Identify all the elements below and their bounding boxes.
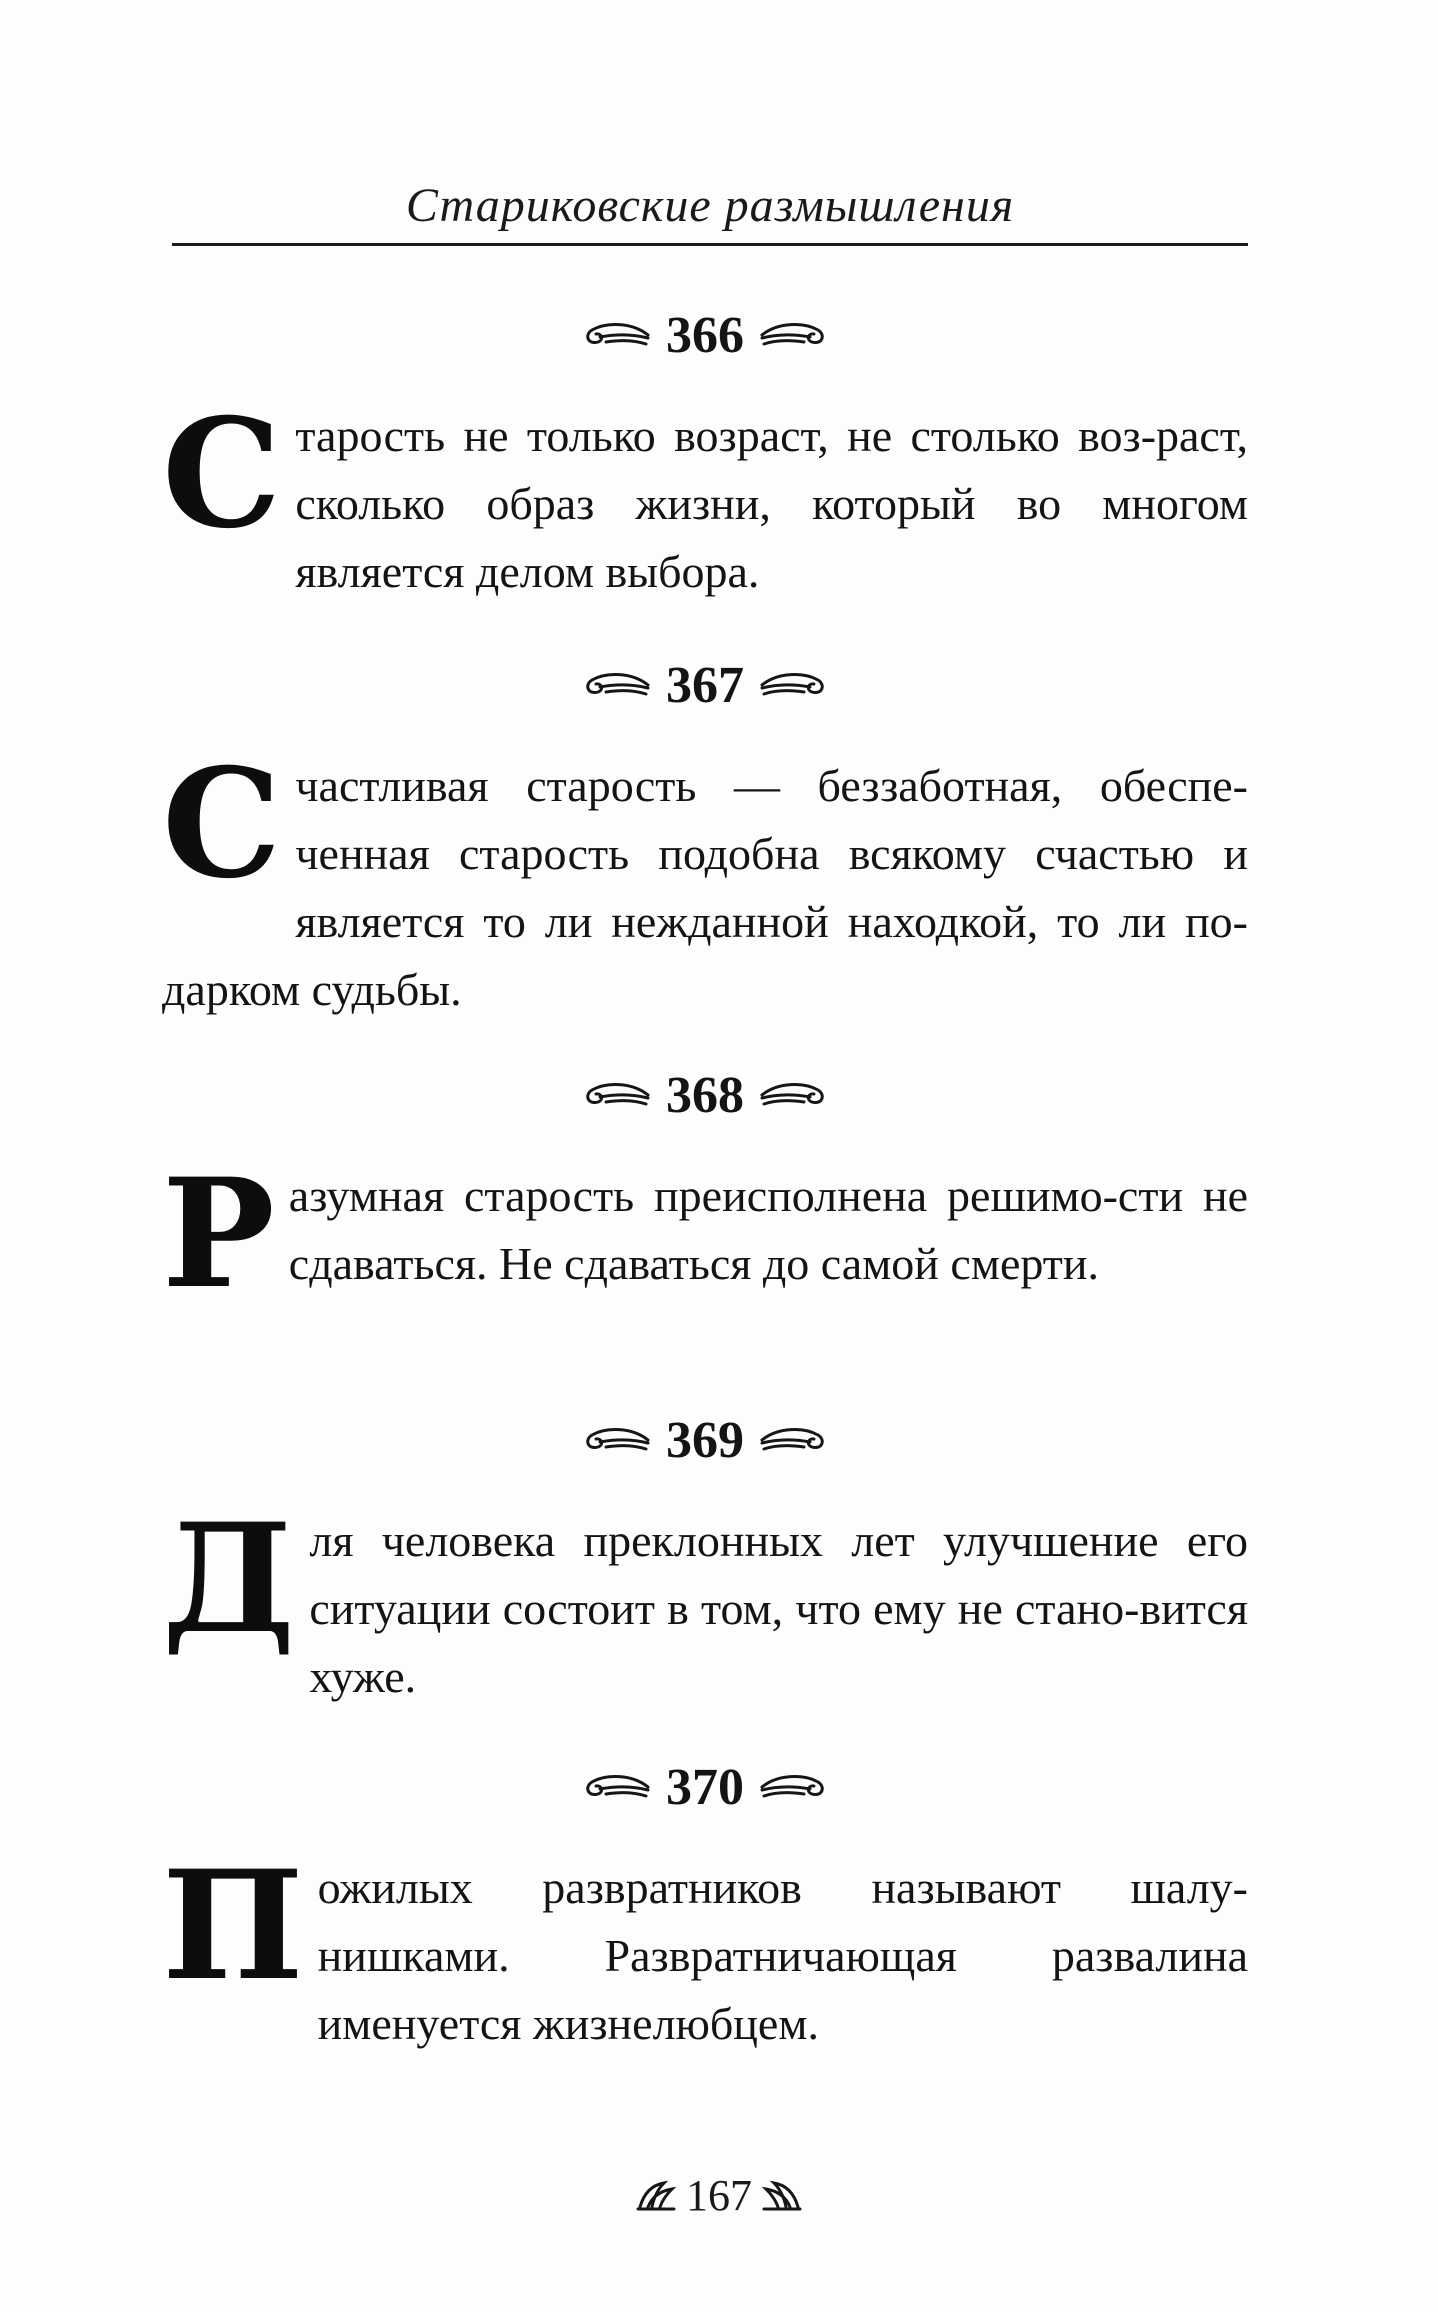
right-flourish-icon [758, 1770, 830, 1804]
running-head: Стариковские размышления [405, 179, 1015, 232]
right-flourish-icon [758, 1078, 830, 1112]
left-flourish-icon [580, 318, 652, 352]
entry-body: тарость не только возраст, не столько воз-раст, сколько образ жизни, который во многом является делом выбора. [295, 410, 1248, 597]
entry-number [162, 650, 1248, 720]
entry-body: ожилых развратников называют шалу-нишками. Развратничающая развалина именуется жизнелюбцем. [317, 1862, 1248, 2049]
right-flourish-icon [758, 668, 830, 702]
entry [162, 1060, 1248, 1322]
entry-text [162, 1146, 1248, 1322]
right-flourish-icon [758, 1423, 830, 1457]
drop-cap: Р [162, 1146, 275, 1322]
header-rule [172, 243, 1248, 246]
entry-number [162, 1752, 1248, 1822]
drop-cap: Д [162, 1491, 296, 1667]
entry-number [162, 300, 1248, 370]
left-flourish-icon [580, 1423, 652, 1457]
drop-cap: П [162, 1838, 304, 2014]
entry-text [162, 1838, 1248, 2058]
entry-body: азумная старость преисполнена решимо-сти не сдаваться. Не сдаваться до самой смерти. [288, 1170, 1248, 1289]
entry [162, 1752, 1248, 2058]
entry-number-value: 366 [666, 306, 744, 364]
entry-text [162, 736, 1248, 1024]
entry [162, 300, 1248, 606]
entry-number [162, 1405, 1248, 1475]
entry-body: частливая старость — беззаботная, обеспе-ченная старость подобна всякому счастью и является то ли нежданной находкой, то ли по-дарком судьбы. [162, 760, 1248, 1015]
entry-text [162, 1491, 1248, 1711]
right-flourish-icon [758, 318, 830, 352]
left-flourish-icon [580, 1770, 652, 1804]
entry-number-value: 368 [666, 1066, 744, 1124]
drop-cap: С [162, 386, 282, 562]
entry-number [162, 1060, 1248, 1130]
entry-text [162, 386, 1248, 606]
entry [162, 1405, 1248, 1711]
left-flourish-icon [580, 1078, 652, 1112]
left-leaf-ornament-icon [634, 2179, 678, 2213]
entry-number-value: 370 [666, 1758, 744, 1816]
drop-cap: С [162, 736, 282, 912]
page-folio [0, 2170, 1438, 2221]
entry-number-value: 369 [666, 1411, 744, 1469]
entry [162, 650, 1248, 1024]
page-number: 167 [686, 2171, 752, 2220]
left-flourish-icon [580, 668, 652, 702]
entry-number-value: 367 [666, 656, 744, 714]
right-leaf-ornament-icon [760, 2179, 804, 2213]
entry-body: ля человека преклонных лет улучшение его ситуации состоит в том, что ему не стано-вится хуже. [309, 1515, 1248, 1702]
